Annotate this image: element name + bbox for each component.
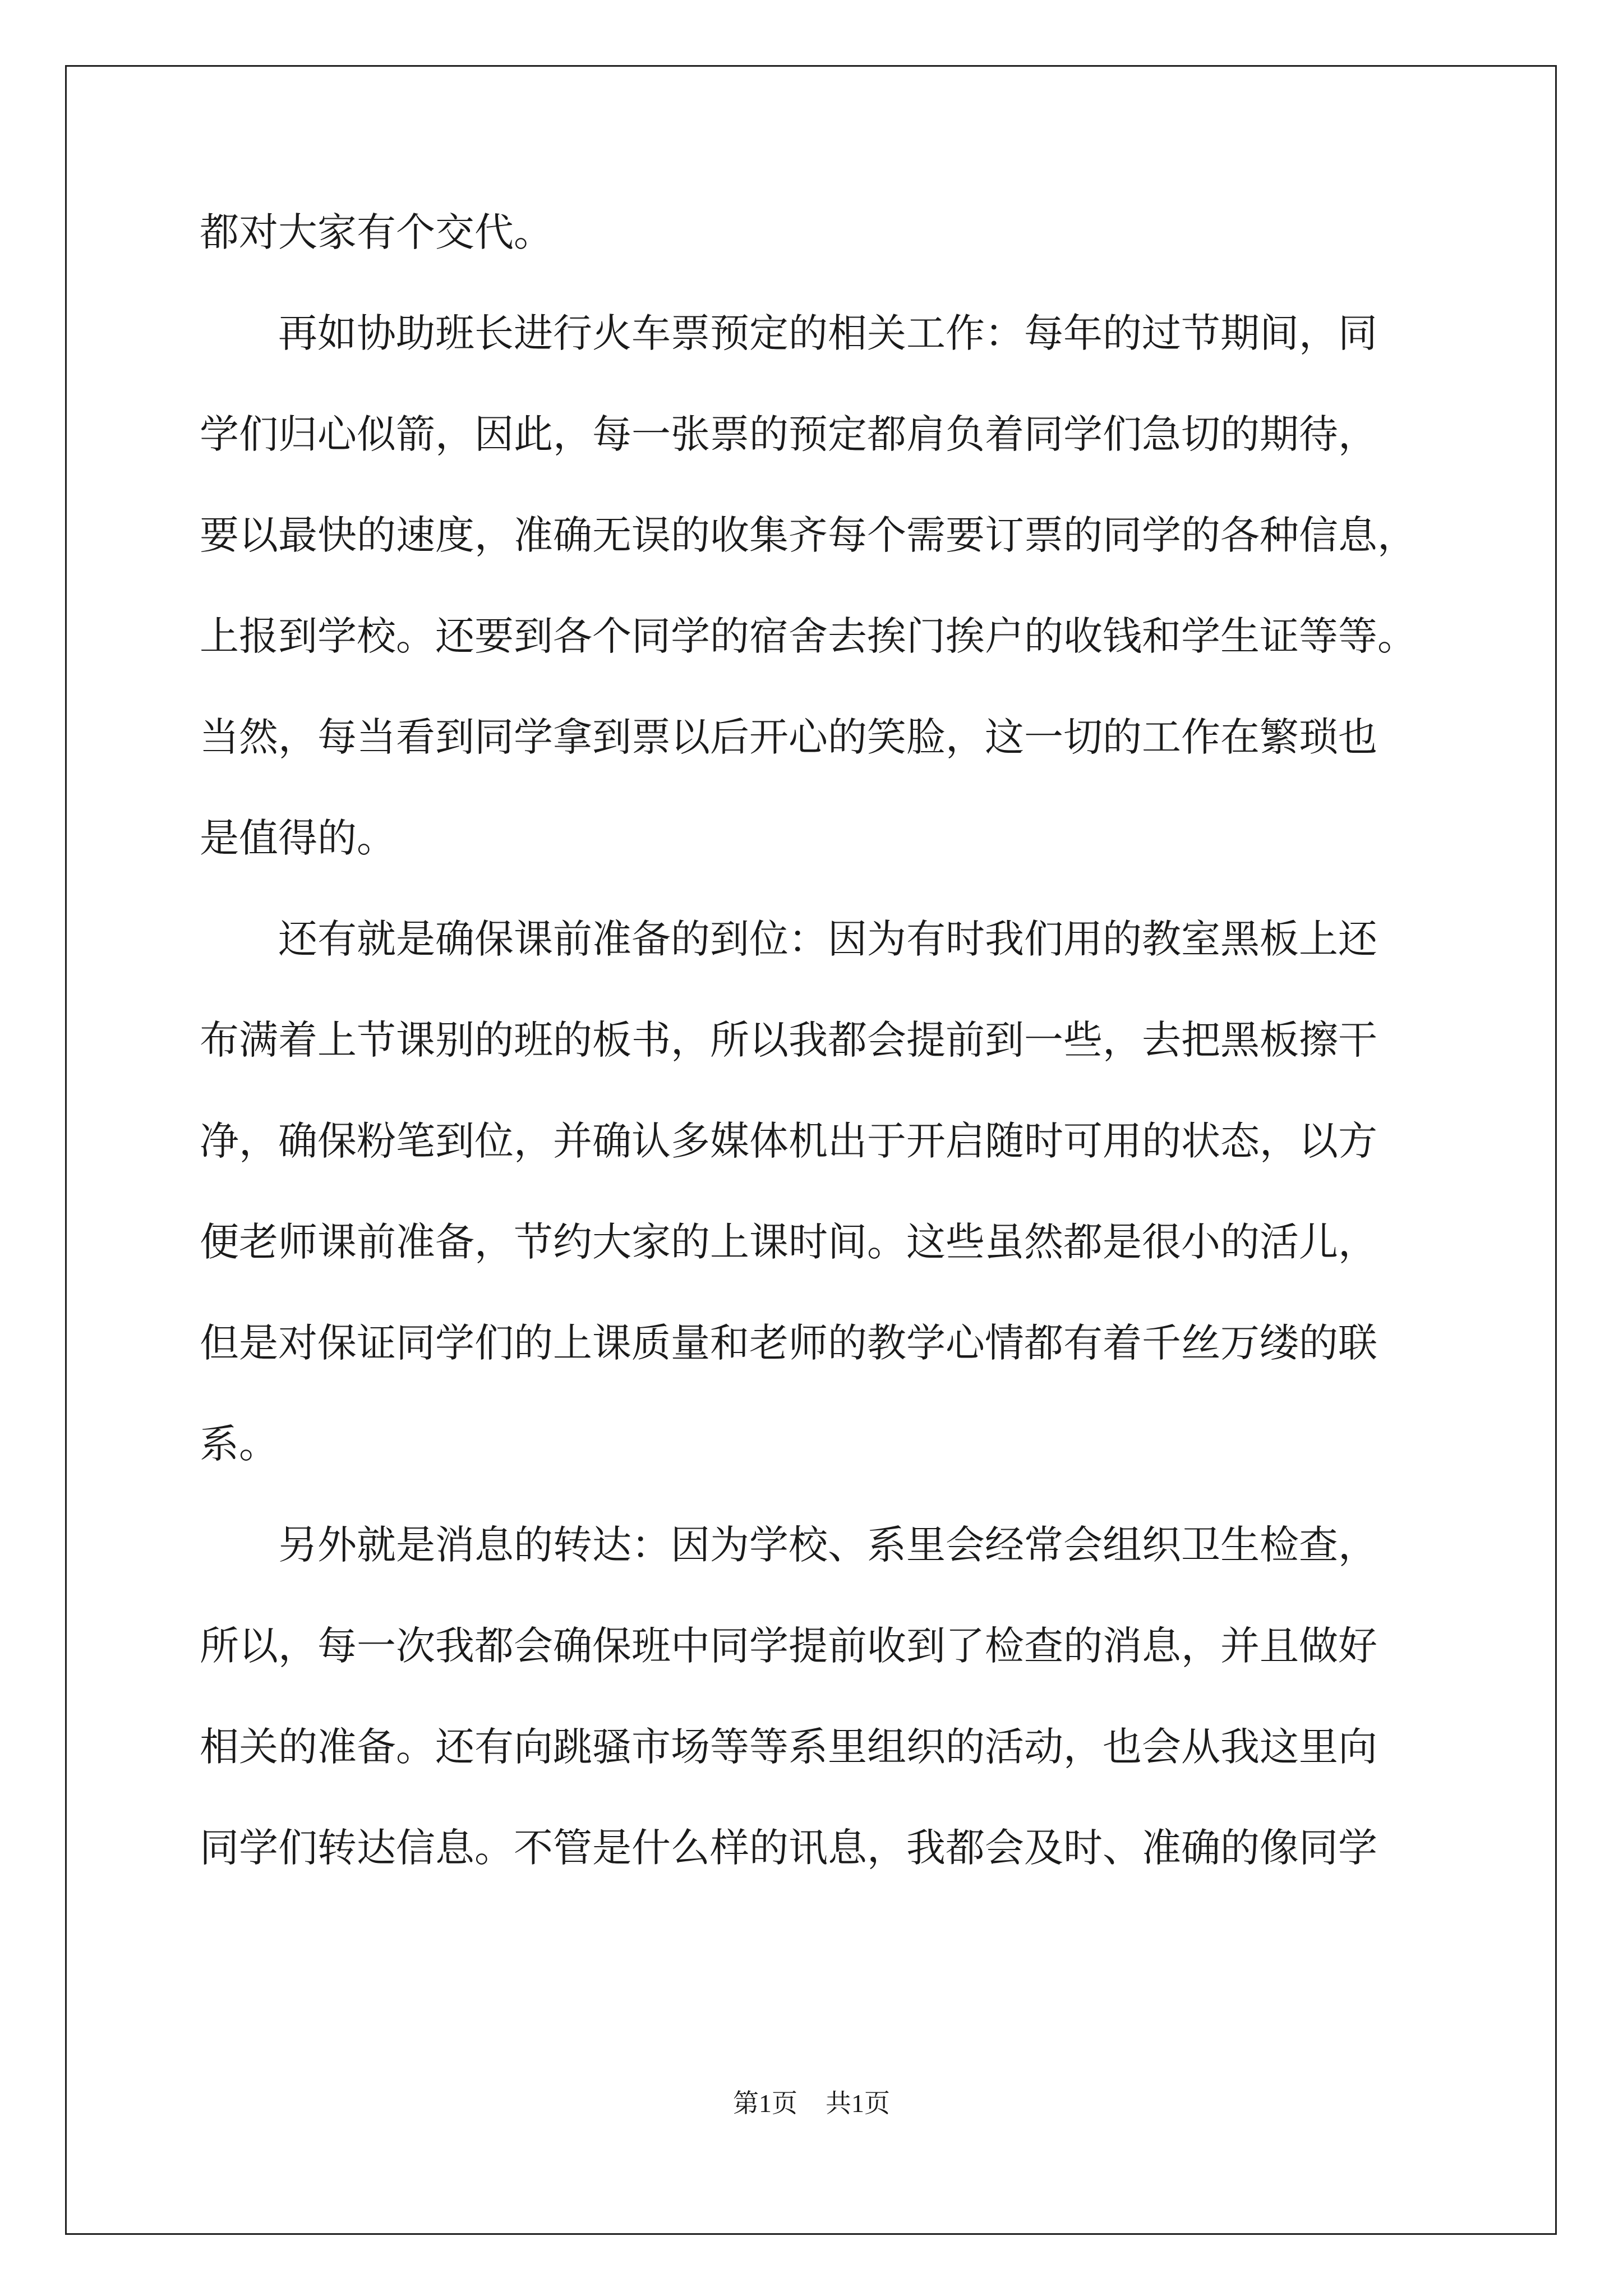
text-line: 还有就是确保课前准备的到位：因为有时我们用的教室黑板上还 (200, 916, 1377, 962)
text-line: 要以最快的速度，准确无误的收集齐每个需要订票的同学的各种信息， (200, 512, 1417, 558)
page-number: 第1页 (733, 2089, 797, 2118)
text-line: 是值得的。 (200, 815, 396, 861)
text-line: 上报到学校。还要到各个同学的宿舍去挨门挨户的收钱和学生证等等。 (200, 613, 1417, 659)
text-line: 净，确保粉笔到位，并确认多媒体机出于开启随时可用的状态，以方 (200, 1118, 1377, 1164)
text-line: 所以，每一次我都会确保班中同学提前收到了检查的消息，并且做好 (200, 1623, 1377, 1669)
page-footer (0, 2088, 1623, 2119)
text-line: 另外就是消息的转达：因为学校、系里会经常会组织卫生检查， (200, 1522, 1377, 1568)
text-line: 学们归心似箭，因此，每一张票的预定都肩负着同学们急切的期待， (200, 411, 1377, 457)
text-line: 同学们转达信息。不管是什么样的讯息，我都会及时、准确的像同学 (200, 1825, 1377, 1871)
text-line: 便老师课前准备，节约大家的上课时间。这些虽然都是很小的活儿， (200, 1219, 1377, 1265)
text-line: 相关的准备。还有向跳骚市场等等系里组织的活动，也会从我这里向 (200, 1724, 1377, 1770)
text-line: 布满着上节课别的班的板书，所以我都会提前到一些，去把黑板擦干 (200, 1017, 1377, 1063)
text-line: 再如协助班长进行火车票预定的相关工作：每年的过节期间，同 (200, 310, 1377, 356)
document-body (200, 204, 1456, 1921)
page-total: 共1页 (826, 2089, 890, 2118)
text-line: 当然，每当看到同学拿到票以后开心的笑脸，这一切的工作在繁琐也 (200, 714, 1377, 760)
text-line: 系。 (200, 1421, 278, 1467)
text-line: 但是对保证同学们的上课质量和老师的教学心情都有着千丝万缕的联 (200, 1320, 1377, 1366)
text-line: 都对大家有个交代。 (200, 209, 553, 255)
